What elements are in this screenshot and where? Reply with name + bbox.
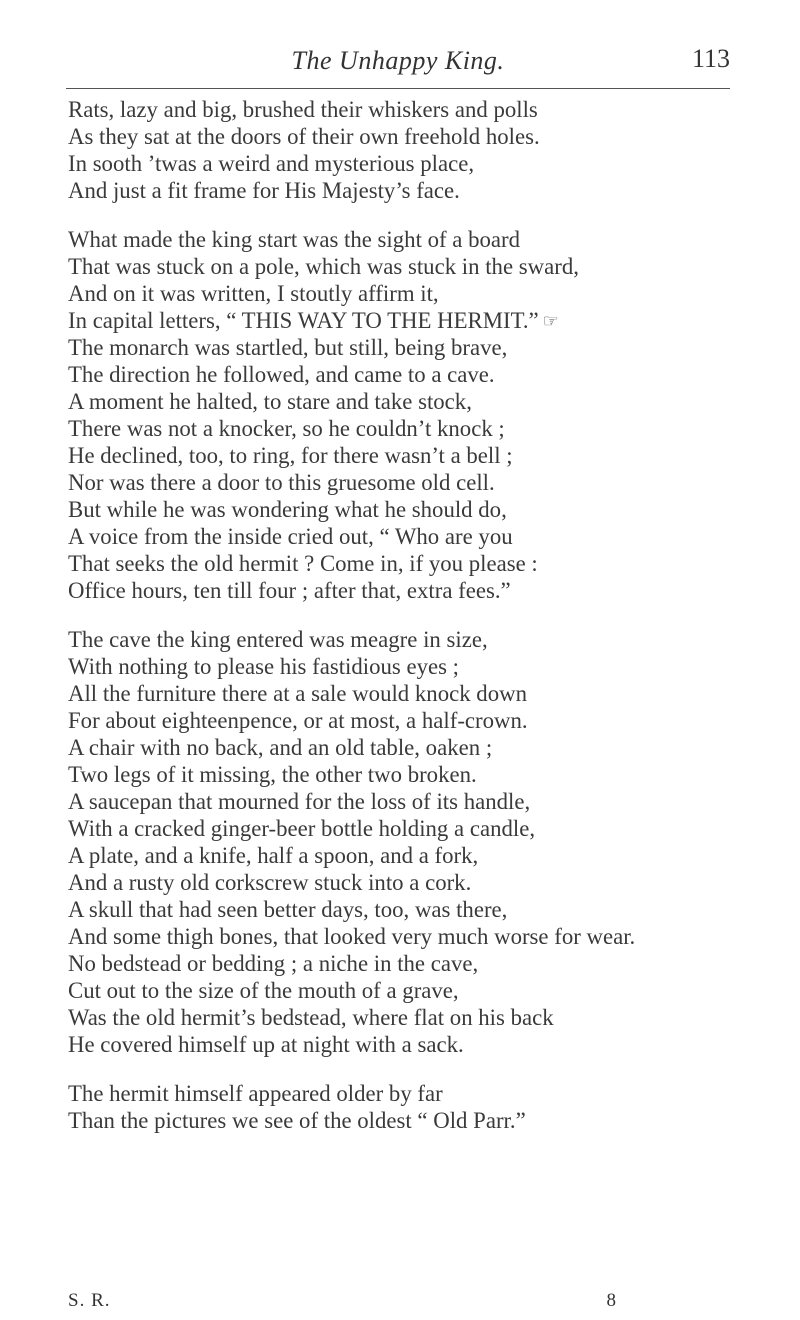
poem-line-text: There was not a knocker, so he couldn’t knock ;: [68, 416, 505, 441]
poem-line-text: In sooth ’twas a weird and mysterious place,: [68, 151, 475, 176]
poem-line: [68, 653, 748, 680]
sheet-number: 8: [606, 1290, 616, 1311]
poem-line-text: As they sat at the doors of their own freehold holes.: [68, 124, 540, 149]
poem-line-text: He covered himself up at night with a sack.: [68, 1032, 464, 1057]
poem-line-text: A saucepan that mourned for the loss of its handle,: [68, 789, 531, 814]
poem-line-text: Than the pictures we see of the oldest “ Old Parr.”: [68, 1108, 526, 1133]
stanza-gap: [68, 1058, 748, 1080]
poem-line: [68, 361, 748, 388]
poem-line-text: A plate, and a knife, half a spoon, and a fork,: [68, 843, 479, 868]
poem-line: [68, 1080, 748, 1107]
running-head: [66, 40, 730, 80]
poem-line: [68, 977, 748, 1004]
poem-line: [68, 626, 748, 653]
poem-line: [68, 388, 748, 415]
stanza-gap: [68, 604, 748, 626]
poem-line-text: With nothing to please his fastidious eyes ;: [68, 654, 460, 679]
poem-line: [68, 334, 748, 361]
poem-line: [68, 226, 748, 253]
poem-line-text: He declined, too, to ring, for there wasn’t a bell ;: [68, 443, 513, 468]
poem-line: [68, 788, 748, 815]
pointing-hand-icon: ☞: [542, 311, 559, 331]
poem-line: [68, 496, 748, 523]
poem-line: [68, 96, 748, 123]
poem-line: [68, 1031, 748, 1058]
poem-line: [68, 680, 748, 707]
header-rule: [66, 88, 730, 89]
poem-line-text: And just a fit frame for His Majesty’s face.: [68, 178, 460, 203]
poem-line-text: With a cracked ginger-beer bottle holding a candle,: [68, 816, 536, 841]
stanza-gap: [68, 204, 748, 226]
poem-line: [68, 842, 748, 869]
poem-line-text: That was stuck on a pole, which was stuck in the sward,: [68, 254, 579, 279]
poem-line: [68, 469, 748, 496]
poem-line-text: Rats, lazy and big, brushed their whiskers and polls: [68, 97, 538, 122]
poem-line-text: A voice from the inside cried out, “ Who are you: [68, 524, 513, 549]
poem-line: [68, 950, 748, 977]
poem-line: [68, 761, 748, 788]
poem-line: [68, 415, 748, 442]
poem-line-text: Cut out to the size of the mouth of a grave,: [68, 978, 459, 1003]
poem-line-text: And a rusty old corkscrew stuck into a cork.: [68, 870, 472, 895]
poem-line-text: And some thigh bones, that looked very much worse for wear.: [68, 924, 636, 949]
signature-mark: S. R.: [68, 1290, 111, 1311]
page-number: 113: [691, 44, 730, 73]
poem-line: [68, 442, 748, 469]
poem-line: [68, 869, 748, 896]
poem-line-text: Office hours, ten till four ; after that, extra fees.”: [68, 578, 511, 603]
poem-line-text: A moment he halted, to stare and take stock,: [68, 389, 472, 414]
poem-line: [68, 177, 748, 204]
poem-line-text: No bedstead or bedding ; a niche in the cave,: [68, 951, 479, 976]
poem-line-text: Two legs of it missing, the other two broken.: [68, 762, 477, 787]
poem-line: [68, 1004, 748, 1031]
poem-line: [68, 923, 748, 950]
poem-line-text: A chair with no back, and an old table, oaken ;: [68, 735, 493, 760]
running-title: The Unhappy King.: [291, 46, 505, 75]
poem-line-text: The direction he followed, and came to a cave.: [68, 362, 495, 387]
poem-line: [68, 577, 748, 604]
poem-line: [68, 815, 748, 842]
poem-line-text: The cave the king entered was meagre in size,: [68, 627, 488, 652]
poem-line-text: Nor was there a door to this gruesome old cell.: [68, 470, 495, 495]
poem-line: [68, 550, 748, 577]
poem-line-text: In capital letters, “ THIS WAY TO THE HERMIT.”: [68, 308, 539, 333]
poem-line-text: But while he was wondering what he should do,: [68, 497, 507, 522]
poem-line: [68, 734, 748, 761]
poem-line-text: And on it was written, I stoutly affirm it,: [68, 281, 439, 306]
poem-line-text: A skull that had seen better days, too, was there,: [68, 897, 508, 922]
poem-line: [68, 253, 748, 280]
poem-line: [68, 150, 748, 177]
poem-line: [68, 523, 748, 550]
poem-line-text: What made the king start was the sight of a board: [68, 227, 521, 252]
poem-line: [68, 896, 748, 923]
poem-line-text: The monarch was startled, but still, being brave,: [68, 335, 508, 360]
poem-line: [68, 280, 748, 307]
poem-line: [68, 1107, 748, 1134]
poem-line-text: All the furniture there at a sale would knock down: [68, 681, 527, 706]
poem-line: [68, 707, 748, 734]
poem-line-text: The hermit himself appeared older by far: [68, 1081, 443, 1106]
poem-line-text: That seeks the old hermit ? Come in, if you please :: [68, 551, 538, 576]
poem-line-text: Was the old hermit’s bedstead, where flat on his back: [68, 1005, 554, 1030]
page-footer: [68, 1290, 616, 1316]
poem-body: [68, 96, 748, 1134]
poem-line: [68, 307, 748, 334]
poem-line-text: For about eighteenpence, or at most, a half-crown.: [68, 708, 528, 733]
poem-line: [68, 123, 748, 150]
